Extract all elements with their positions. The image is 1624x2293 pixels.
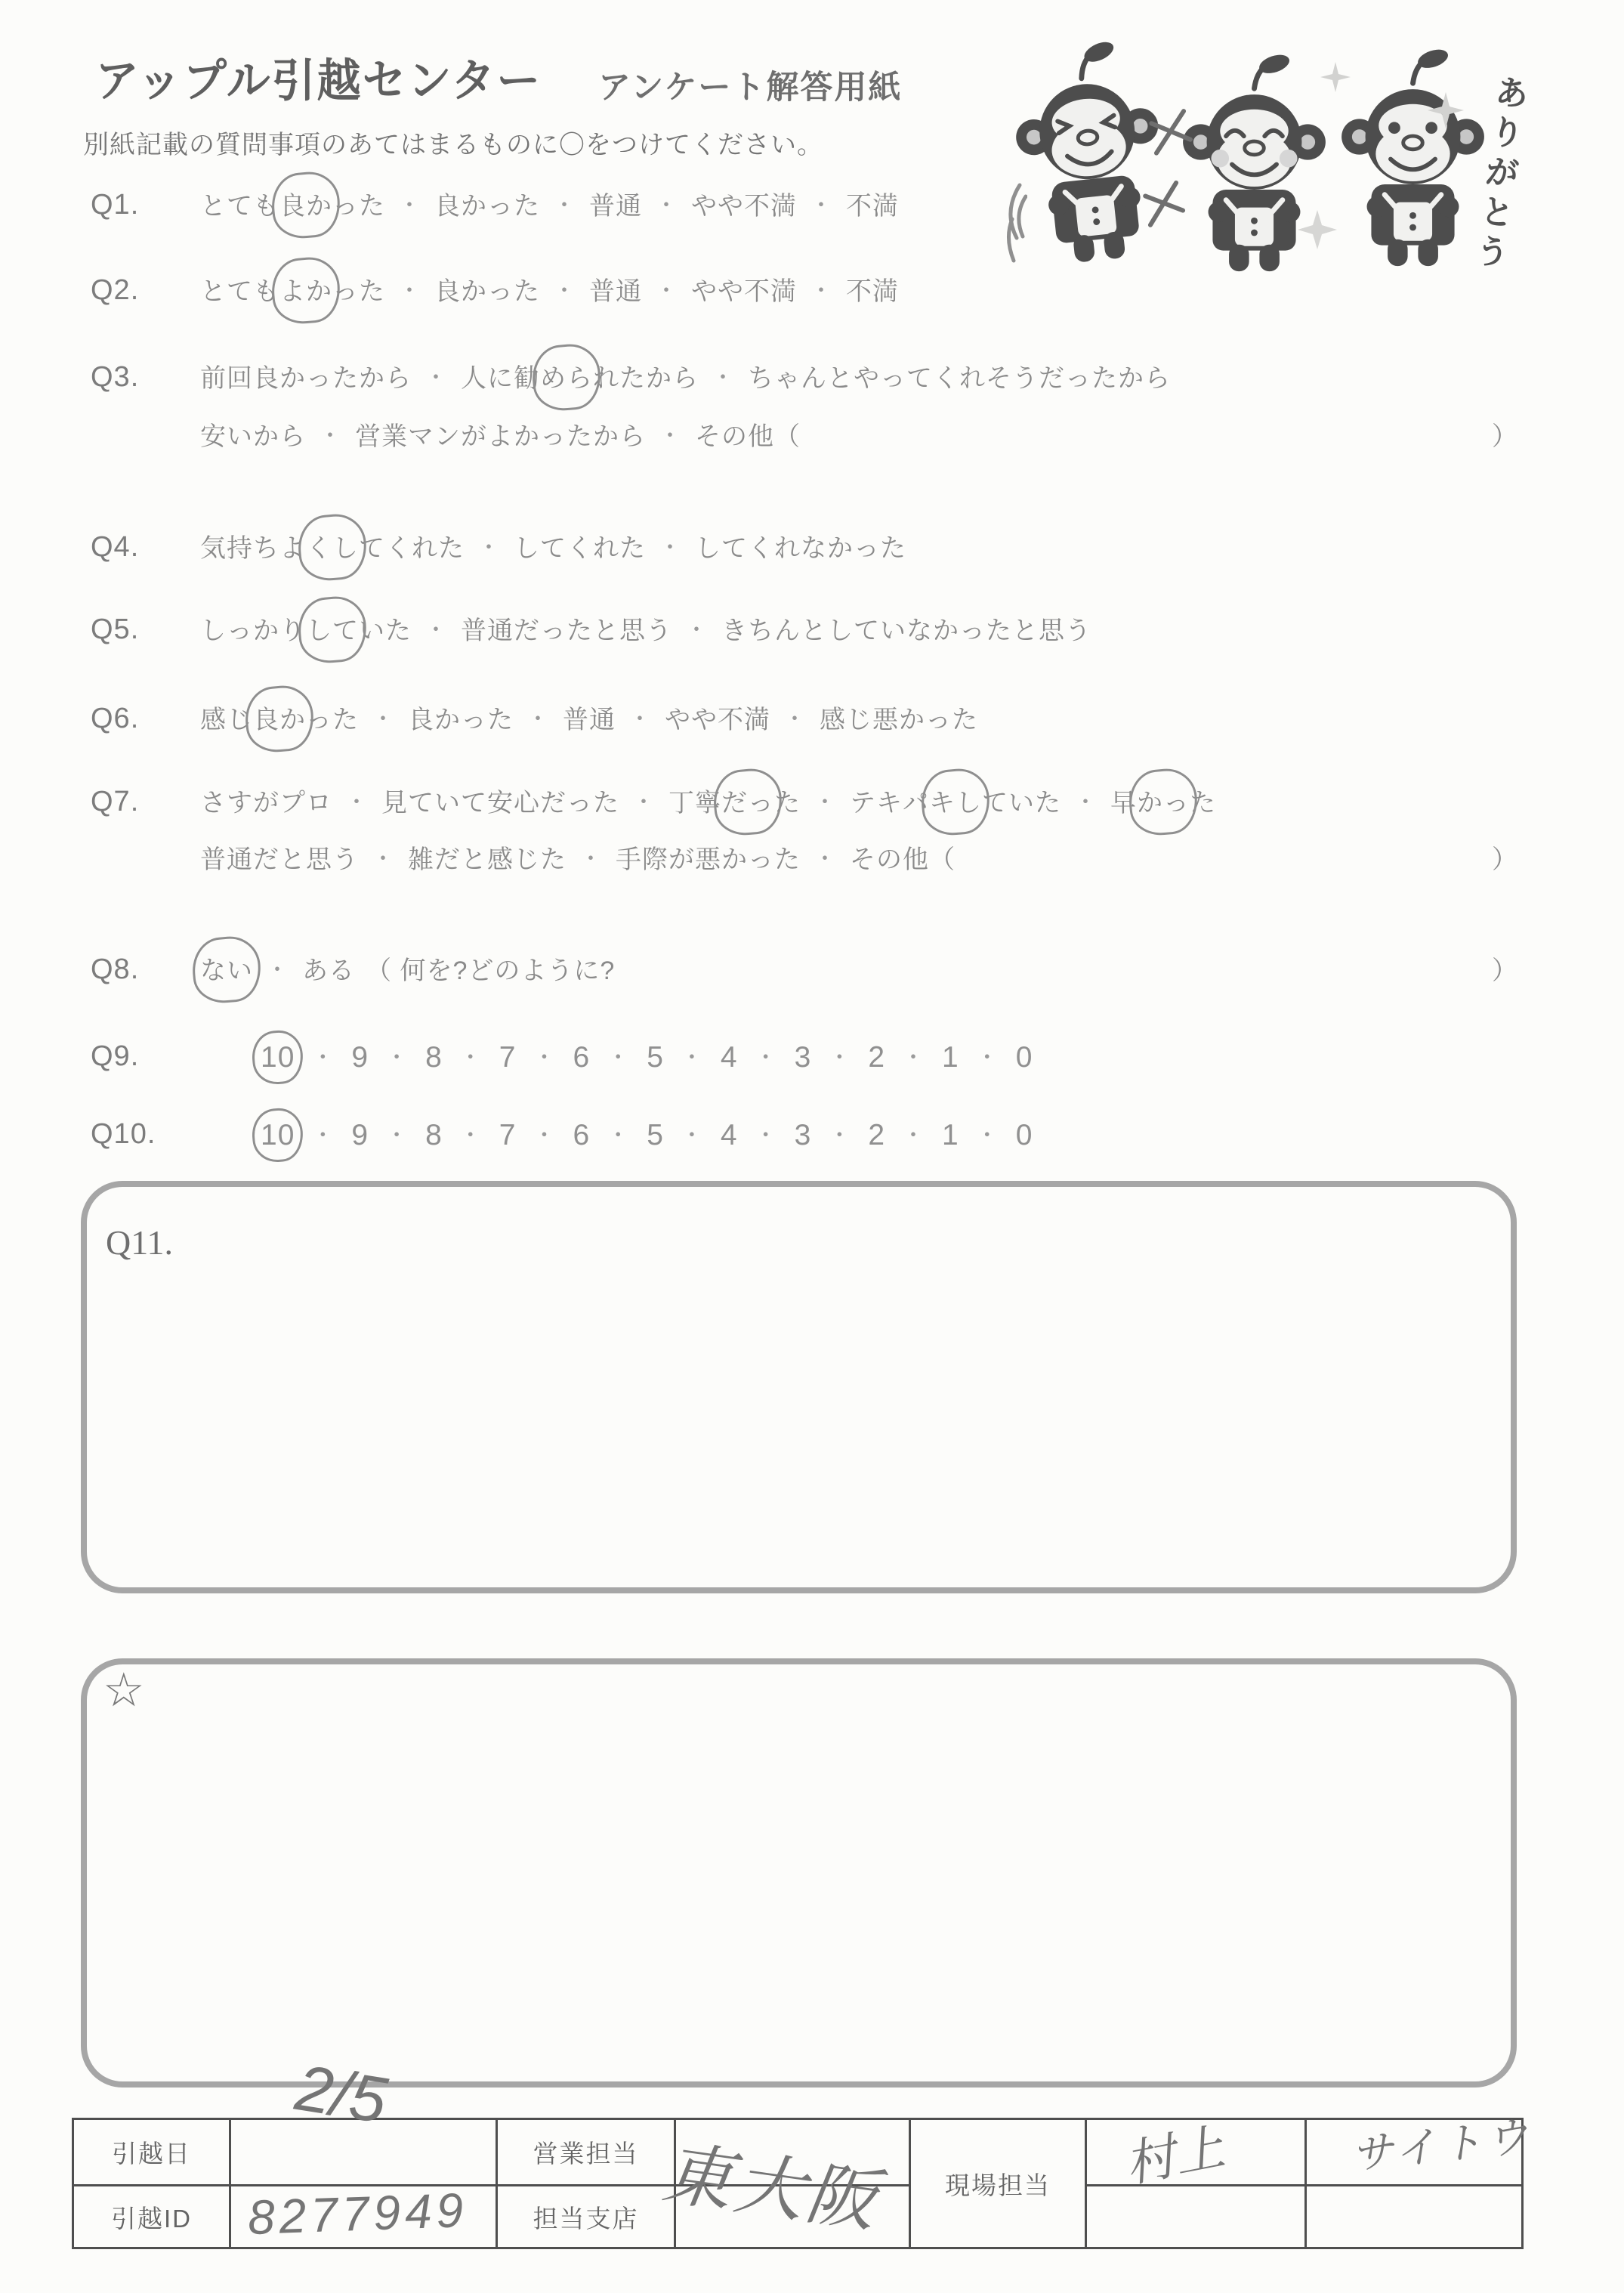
option-separator: ・ (975, 1046, 999, 1071)
question-label: Q8. (91, 953, 140, 985)
option-separator: ・ (754, 1046, 778, 1071)
option-separator: ・ (607, 1046, 631, 1071)
answer-option: 感じ悪かった (820, 706, 978, 734)
handdrawn-circle-mark (919, 766, 992, 838)
answer-row (200, 842, 1518, 877)
q11-label: Q11. (106, 1223, 174, 1262)
option-separator: ・ (385, 1046, 409, 1071)
option-separator: ・ (311, 1123, 335, 1148)
question-label: Q1. (91, 189, 140, 221)
option-separator: ・ (680, 1046, 704, 1071)
answer-option: テキパキし ていた (850, 786, 1061, 820)
answer-option: 雑だと感じた (408, 845, 567, 874)
sheet-title: アンケート解答用紙 (598, 70, 903, 106)
answer-option: 0 (1015, 1119, 1033, 1151)
answer-option: 4 (720, 1041, 738, 1074)
handwritten-moving-id: 8277949 (246, 2182, 469, 2245)
handdrawn-circle-mark (529, 341, 603, 413)
option-separator: ・ (659, 536, 682, 561)
question-label: Q6. (91, 703, 140, 734)
answer-option: 9 (351, 1041, 369, 1074)
handdrawn-circle-mark (1126, 766, 1199, 838)
option-separator: ・ (659, 424, 682, 449)
answer-option: やや不満 (665, 706, 770, 734)
option-separator: ・ (754, 1123, 778, 1148)
option-separator: ・ (553, 279, 576, 304)
handwritten-branch: 東大阪 (658, 2134, 885, 2242)
answer-option: してくれなかった (695, 534, 906, 563)
answer-option: 普通 (563, 706, 616, 734)
answer-row (200, 786, 1518, 820)
answer-option: 3 (794, 1119, 812, 1151)
option-separator: ・ (632, 790, 656, 815)
question-label: Q9. (91, 1040, 140, 1072)
table-label-moving-date: 引越日 (112, 2140, 191, 2168)
option-separator: ・ (902, 1046, 926, 1071)
option-separator: ・ (814, 790, 837, 815)
answer-option: 気持ちよくし てくれた (200, 531, 465, 566)
answer-option: 普通 (589, 277, 642, 306)
answer-option: 4 (720, 1119, 738, 1151)
option-separator: ・ (828, 1123, 852, 1148)
answer-row (261, 1040, 1518, 1076)
answer-option: 安いから (200, 422, 306, 451)
answer-row (200, 189, 1518, 224)
answer-option: 早かっ た (1110, 786, 1216, 820)
option-separator: ・ (579, 847, 603, 872)
answer-option: 普通だと思う (200, 845, 359, 874)
handdrawn-circle-mark (711, 766, 784, 838)
option-separator: ・ (680, 1123, 704, 1148)
answer-option: 人に勧めら れたから (461, 361, 699, 396)
option-separator: ・ (398, 279, 421, 304)
option-separator: ・ (458, 1123, 483, 1148)
option-separator: ・ (526, 707, 550, 732)
answer-option: 営業マンがよかったから (355, 422, 646, 451)
answer-row (200, 531, 1518, 566)
circled-answer: して (306, 613, 359, 648)
option-separator: ・ (810, 279, 833, 304)
circled-answer: 良か (253, 703, 306, 737)
handdrawn-circle-mark (269, 255, 342, 326)
answer-row (200, 703, 1518, 737)
answer-option: 8 (425, 1119, 443, 1151)
sparkle-cross-icon (1137, 102, 1205, 246)
closing-paren: ） (1492, 422, 1518, 451)
answer-row (200, 953, 1518, 988)
option-separator: ・ (266, 958, 289, 983)
option-separator: ・ (902, 1123, 926, 1148)
answer-option: 2 (868, 1119, 886, 1151)
option-separator: ・ (553, 193, 576, 218)
option-separator: ・ (810, 193, 833, 218)
option-separator: ・ (372, 707, 395, 732)
circled-answer: 10 (261, 1040, 295, 1075)
answer-row (261, 1118, 1518, 1154)
answer-option: 普通だったと思う (461, 617, 672, 645)
answer-option (261, 1040, 295, 1075)
circled-answer: 10 (261, 1118, 295, 1153)
closing-paren: ） (1492, 845, 1518, 874)
option-separator: ・ (783, 707, 807, 732)
answer-option: 3 (794, 1041, 812, 1074)
answer-option: とても良か った (200, 189, 385, 224)
answer-option: 手際が悪かった (616, 845, 801, 874)
option-separator: ・ (685, 618, 709, 643)
answer-option: 5 (647, 1041, 664, 1074)
table-label-branch: 担当支店 (533, 2204, 639, 2233)
question-label: Q4. (91, 531, 140, 563)
handdrawn-circle-mark (250, 1106, 305, 1164)
option-separator: ・ (814, 847, 837, 872)
handdrawn-circle-mark (269, 169, 342, 241)
answer-option: きちんとしていなかったと思う (721, 617, 1091, 645)
table-line (1304, 2120, 1307, 2247)
answer-option: 良かった (434, 277, 540, 306)
answer-option: してくれた (514, 534, 646, 563)
answer-option: 不満 (846, 192, 899, 221)
answer-option: やや不満 (691, 192, 797, 221)
handwritten-field-staff-2: サイトウ (1348, 2112, 1535, 2179)
circled-answer: かっ (1137, 786, 1190, 820)
answer-option: 見ていて安心だった (381, 789, 619, 817)
star-comment-box (81, 1658, 1517, 2087)
question-label: Q7. (91, 786, 140, 817)
answer-option: 6 (573, 1041, 591, 1074)
answer-option (200, 953, 253, 988)
answer-option: 感じ良か った (200, 703, 359, 737)
option-separator: ・ (628, 707, 652, 732)
question-label: Q10. (91, 1118, 156, 1150)
thanks-text: ありがとう (1468, 72, 1530, 277)
option-separator: ・ (712, 366, 735, 391)
answer-option: 不満 (846, 277, 899, 306)
answer-option: 普通 (589, 192, 642, 221)
option-separator: ・ (477, 536, 501, 561)
handdrawn-circle-mark (242, 683, 316, 755)
table-label-sales-rep: 営業担当 (533, 2140, 639, 2168)
handwritten-field-staff-1: 村上 (1120, 2118, 1229, 2193)
question-label: Q5. (91, 613, 140, 645)
closing-paren: ） (1492, 956, 1518, 985)
table-line (1085, 2120, 1087, 2247)
option-separator: ・ (372, 847, 395, 872)
option-separator: ・ (828, 1046, 852, 1071)
answer-option: ある (302, 956, 355, 985)
option-separator: ・ (425, 618, 448, 643)
circled-answer: よか (279, 274, 332, 309)
answer-row (200, 419, 1518, 454)
option-separator: ・ (345, 790, 369, 815)
circled-answer: キし (929, 786, 982, 820)
q11-comment-box (81, 1181, 1517, 1593)
answer-option: 丁寧だっ た (668, 786, 801, 820)
sparkle-icon (1320, 62, 1351, 92)
answer-row (200, 613, 1518, 648)
handdrawn-circle-mark (295, 594, 369, 666)
answer-option: さすがプロ (200, 789, 332, 817)
question-label: Q3. (91, 361, 140, 393)
answer-option: やや不満 (691, 277, 797, 306)
option-separator: ・ (385, 1123, 409, 1148)
option-separator: ・ (398, 193, 421, 218)
circled-answer: だっ (721, 786, 774, 820)
handdrawn-circle-mark (190, 934, 263, 1006)
instruction-text: 別紙記載の質問事項のあてはまるものに〇をつけてください。 (83, 131, 823, 159)
answer-option: 1 (942, 1119, 959, 1151)
sparkle-icon (1428, 92, 1464, 128)
option-separator: ・ (655, 193, 678, 218)
option-separator: ・ (458, 1046, 483, 1071)
answer-option: 良かった (434, 192, 540, 221)
answer-option: しっかりして いた (200, 613, 412, 648)
handwritten-moving-date: 2/5 (291, 2051, 392, 2137)
option-separator: ・ (1074, 790, 1098, 815)
option-separator: ・ (319, 424, 342, 449)
option-separator: ・ (533, 1123, 557, 1148)
answer-option: 2 (868, 1041, 886, 1074)
star-icon: ☆ (103, 1664, 145, 1717)
option-separator: ・ (533, 1046, 557, 1071)
option-separator: ・ (975, 1123, 999, 1148)
answer-option: その他（ (695, 422, 801, 451)
answer-option: その他（ (850, 845, 956, 874)
answer-option: 0 (1015, 1041, 1033, 1074)
option-separator: ・ (311, 1046, 335, 1071)
answer-option (261, 1118, 295, 1153)
answer-row (200, 274, 1518, 309)
answer-option: 1 (942, 1041, 959, 1074)
option-separator: ・ (607, 1123, 631, 1148)
handdrawn-circle-mark (295, 511, 369, 583)
table-label-field-staff: 現場担当 (945, 2171, 1051, 2199)
answer-option: 7 (499, 1119, 517, 1151)
table-label-moving-id: 引越ID (111, 2204, 192, 2233)
circled-answer: 良か (279, 189, 332, 224)
answer-option: とてもよか った (200, 274, 385, 309)
answer-option: 6 (573, 1119, 591, 1151)
question-label: Q2. (91, 274, 140, 306)
circled-answer: めら (540, 361, 593, 396)
option-separator: ・ (425, 366, 448, 391)
circled-answer: くし (306, 531, 359, 566)
answer-option: 7 (499, 1041, 517, 1074)
circled-answer: ない (200, 953, 253, 988)
answer-option: 8 (425, 1041, 443, 1074)
answer-row (200, 361, 1518, 396)
brand-title: アップル引越センター (95, 55, 542, 107)
answer-option: ちゃんとやってくれそうだったから (748, 364, 1171, 393)
other-answer-prompt: （ 何を?どのように? (366, 956, 616, 985)
handdrawn-circle-mark (250, 1028, 305, 1086)
answer-option: 前回良かったから (200, 364, 412, 393)
answer-option: 良かった (408, 706, 514, 734)
table-line (229, 2120, 231, 2247)
answer-option: 9 (351, 1119, 369, 1151)
answer-option: 5 (647, 1119, 664, 1151)
option-separator: ・ (655, 279, 678, 304)
